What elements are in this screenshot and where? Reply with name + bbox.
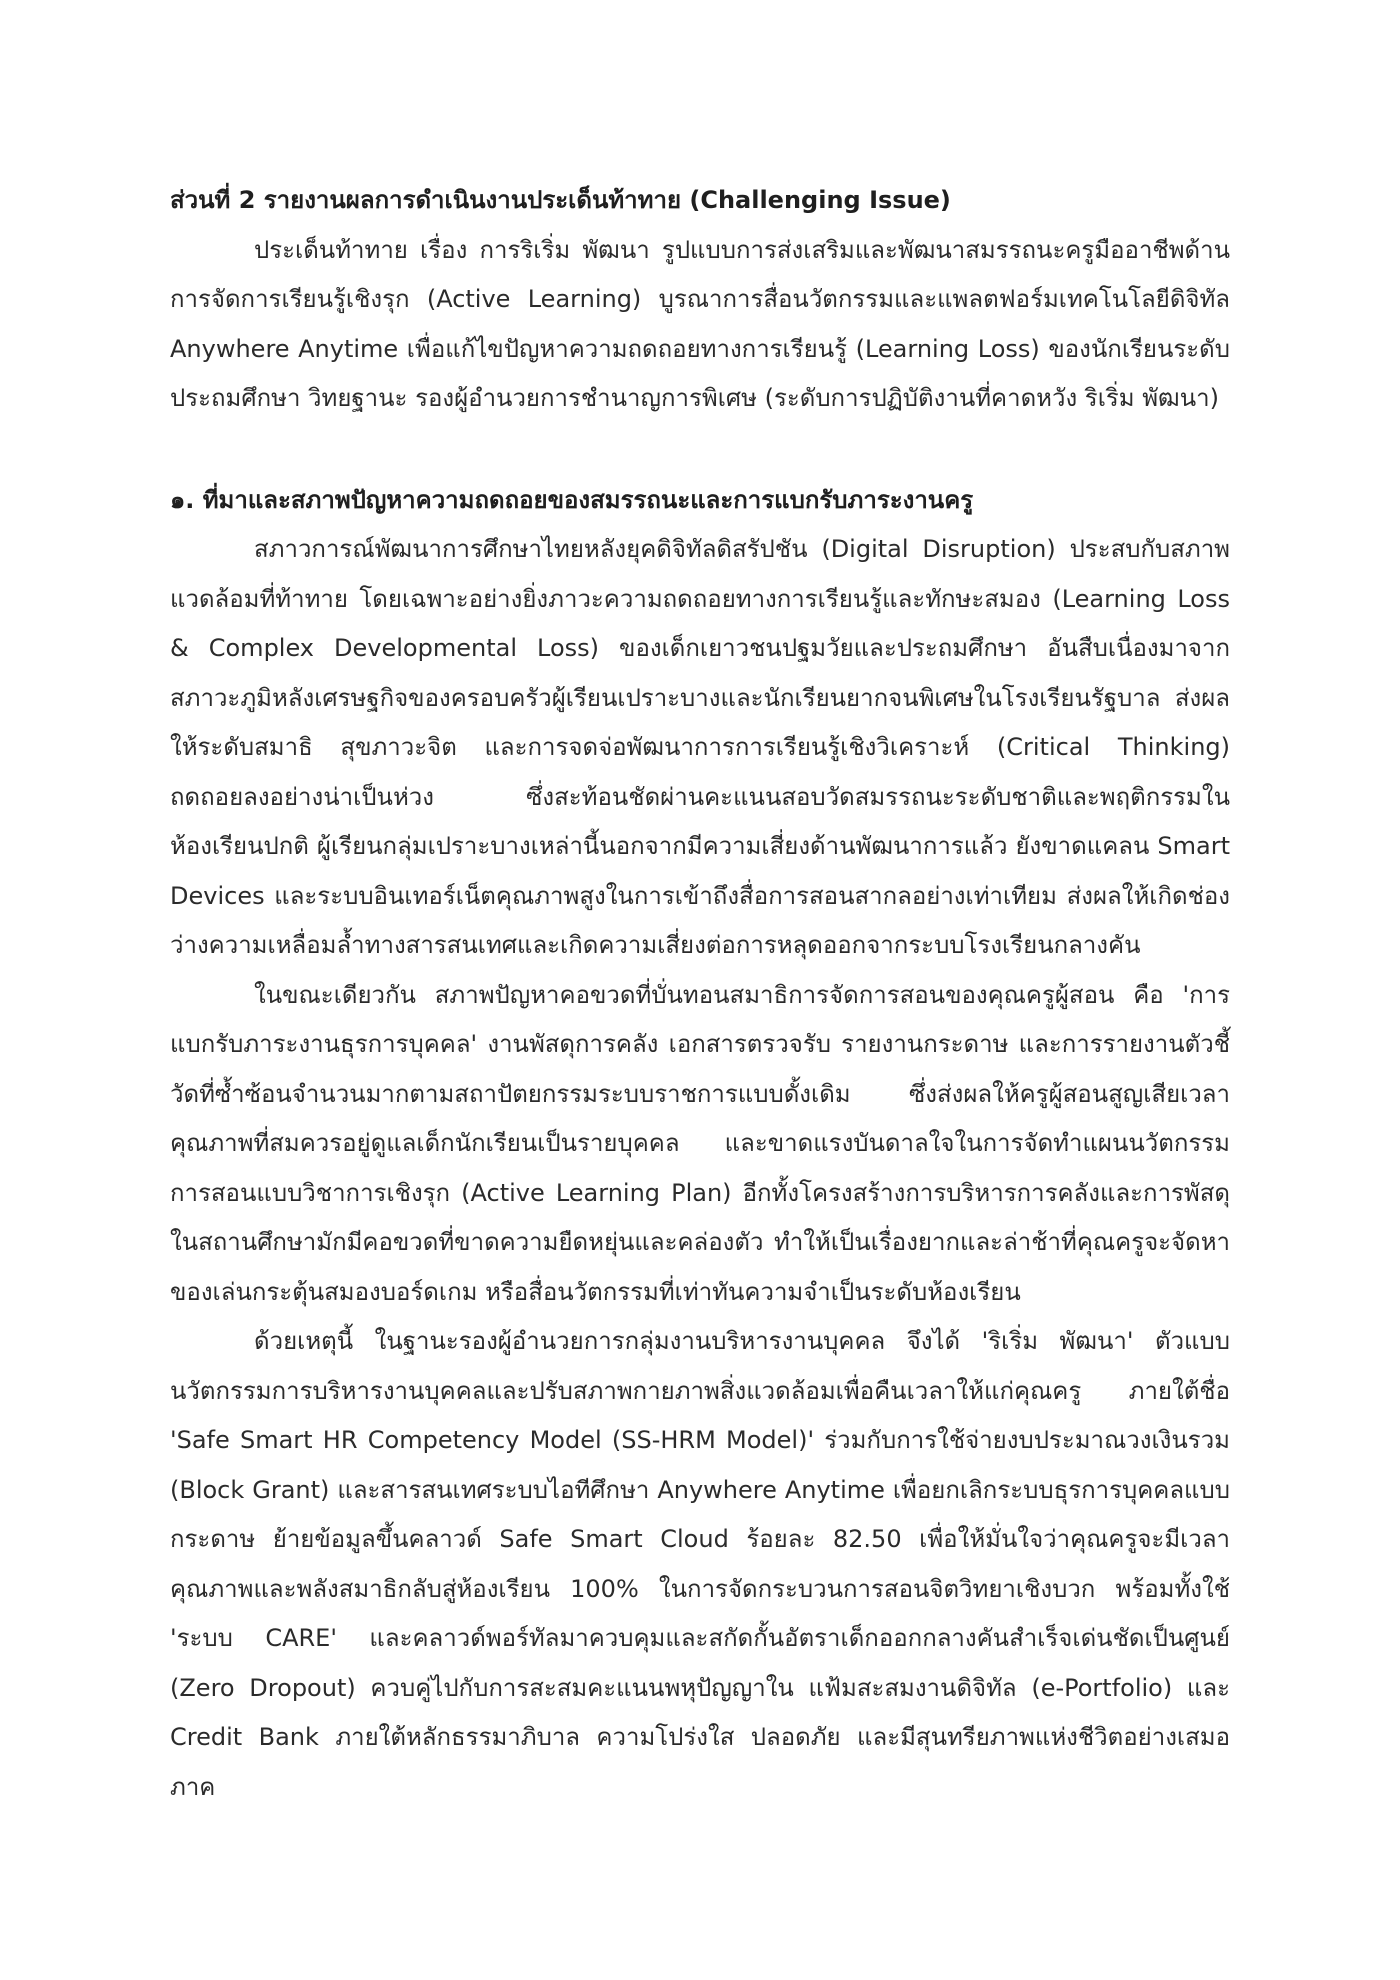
document-body xyxy=(170,176,1230,1812)
section1-heading: ๑. ที่มาและสภาพปัญหาความถดถอยของสมรรถนะและการแบกรับภาระงานครู xyxy=(170,485,974,514)
section1-paragraph-2: ในขณะเดียวกัน สภาพปัญหาคอขวดที่บั่นทอนสมาธิการจัดการสอนของคุณครูผู้สอน คือ 'การแบกรับภาระงานธุรการบุคคล' งานพัสดุการคลัง เอกสารตรวจรับ รายงานกระดาษ และการรายงานตัวชี้วัดที่ซ้ำซ้อนจำนวนมากตามสถาปัตยกรรมระบบราชการแบบดั้งเดิม ซึ่งส่งผลให้ครูผู้สอนสูญเสียเวลาคุณภาพที่สมควรอยู่ดูแลเด็กนักเรียนเป็นรายบุคคล และขาดแรงบันดาลใจในการจัดทำแผนนวัตกรรมการสอนแบบวิชาการเชิงรุก (Active Learning Plan) อีกทั้งโครงสร้างการบริหารการคลังและการพัสดุในสถานศึกษามักมีคอขวดที่ขาดความยืดหยุ่นและคล่องตัว ทำให้เป็นเรื่องยากและล่าช้าที่คุณครูจะจัดหาของเล่นกระตุ้นสมองบอร์ดเกม หรือสื่อนวัตกรรมที่เท่าทันความจำเป็นระดับห้องเรียน xyxy=(170,980,1230,1306)
part2-heading: ส่วนที่ 2 รายงานผลการดำเนินงานประเด็นท้าทาย (Challenging Issue) xyxy=(170,186,951,214)
section1-paragraph-3: ด้วยเหตุนี้ ในฐานะรองผู้อำนวยการกลุ่มงานบริหารงานบุคคล จึงได้ 'ริเริ่ม พัฒนา' ตัวแบบนวัตกรรมการบริหารงานบุคคลและปรับสภาพกายภาพสิ่งแวดล้อมเพื่อคืนเวลาให้แก่คุณครู ภายใต้ชื่อ 'Safe Smart HR Competency Model (SS-HRM Model)' ร่วมกับการใช้จ่ายงบประมาณวงเงินรวม (Block Grant) และสารสนเทศระบบไอทีศึกษา Anywhere Anytime เพื่อยกเลิกระบบธุรการบุคคลแบบกระดาษ ย้ายข้อมูลขึ้นคลาวด์ Safe Smart Cloud ร้อยละ 82.50 เพื่อให้มั่นใจว่าคุณครูจะมีเวลาคุณภาพและพลังสมาธิกลับสู่ห้องเรียน 100% ในการจัดกระบวนการสอนจิตวิทยาเชิงบวก พร้อมทั้งใช้ 'ระบบ CARE' และคลาวด์พอร์ทัลมาควบคุมและสกัดกั้นอัตราเด็กออกกลางคันสำเร็จเด่นชัดเป็นศูนย์ (Zero Dropout) ควบคู่ไปกับการสะสมคะแนนพหุปัญญาใน แฟ้มสะสมงานดิจิทัล (e-Portfolio) และ Credit Bank ภายใต้หลักธรรมาภิบาล ความโปร่งใส ปลอดภัย และมีสุนทรียภาพแห่งชีวิตอย่างเสมอภาค xyxy=(170,1327,1230,1801)
section-spacer xyxy=(170,424,1230,476)
part2-paragraph: ประเด็นท้าทาย เรื่อง การริเริ่ม พัฒนา รูปแบบการส่งเสริมและพัฒนาสมรรถนะครูมืออาชีพด้านการจัดการเรียนรู้เชิงรุก (Active Learning) บูรณาการสื่อนวัตกรรมและแพลตฟอร์มเทคโนโลยีดิจิทัล Anywhere Anytime เพื่อแก้ไขปัญหาความถดถอยทางการเรียนรู้ (Learning Loss) ของนักเรียนระดับประถมศึกษา วิทยฐานะ รองผู้อำนวยการชำนาญการพิเศษ (ระดับการปฏิบัติงานที่คาดหวัง ริเริ่ม พัฒนา) xyxy=(170,235,1230,412)
section1-paragraph-1: สภาวการณ์พัฒนาการศึกษาไทยหลังยุคดิจิทัลดิสรัปชัน (Digital Disruption) ประสบกับสภาพแวดล้อมที่ท้าทาย โดยเฉพาะอย่างยิ่งภาวะความถดถอยทางการเรียนรู้และทักษะสมอง (Learning Loss & Complex Developmental Loss) ของเด็กเยาวชนปฐมวัยและประถมศึกษา อันสืบเนื่องมาจากสภาวะภูมิหลังเศรษฐกิจของครอบครัวผู้เรียนเปราะบางและนักเรียนยากจนพิเศษในโรงเรียนรัฐบาล ส่งผลให้ระดับสมาธิ สุขภาวะจิต และการจดจ่อพัฒนาการการเรียนรู้เชิงวิเคราะห์ (Critical Thinking) ถดถอยลงอย่างน่าเป็นห่วง ซึ่งสะท้อนชัดผ่านคะแนนสอบวัดสมรรถนะระดับชาติและพฤติกรรมในห้องเรียนปกติ ผู้เรียนกลุ่มเปราะบางเหล่านี้นอกจากมีความเสี่ยงด้านพัฒนาการแล้ว ยังขาดแคลน Smart Devices และระบบอินเทอร์เน็ตคุณภาพสูงในการเข้าถึงสื่อการสอนสากลอย่างเท่าเทียม ส่งผลให้เกิดช่องว่างความเหลื่อมล้ำทางสารสนเทศและเกิดความเสี่ยงต่อการหลุดออกจากระบบโรงเรียนกลางคัน xyxy=(170,535,1230,959)
